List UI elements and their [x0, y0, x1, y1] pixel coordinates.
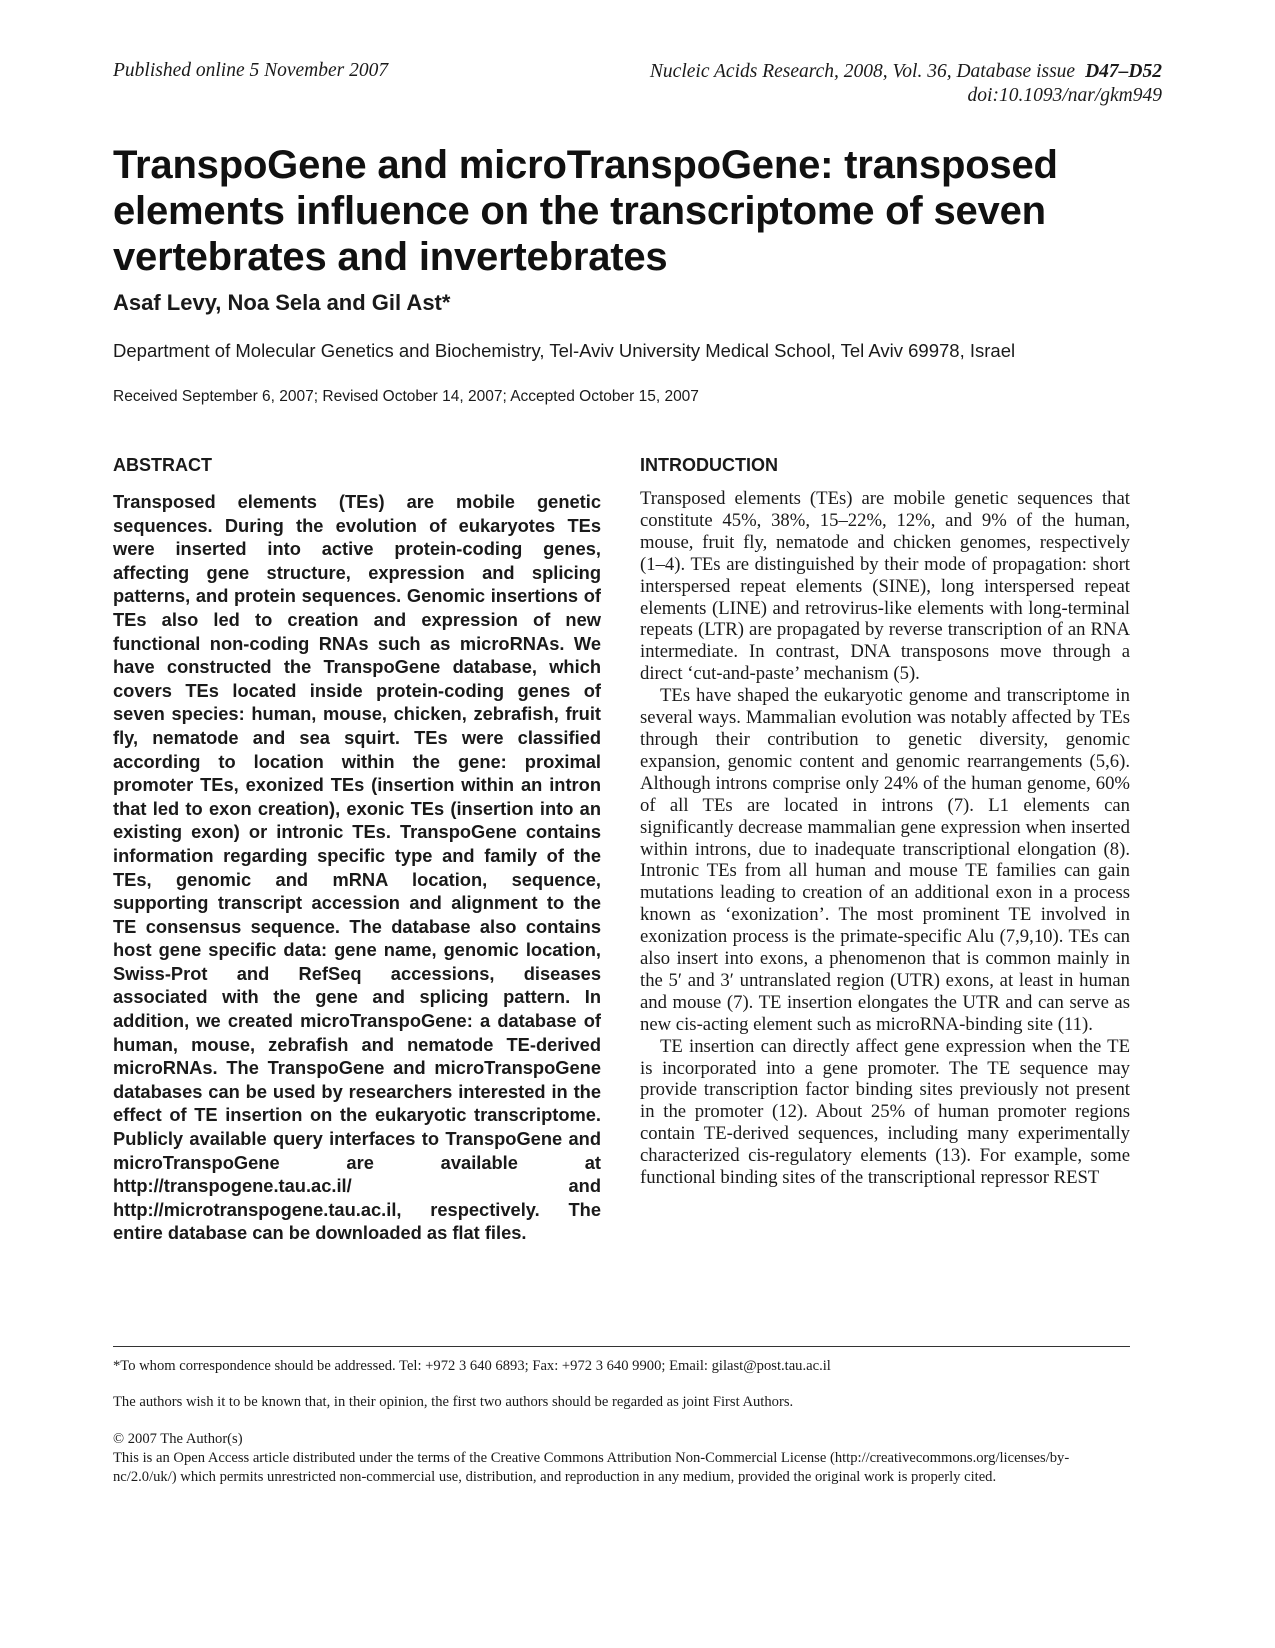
affiliation: Department of Molecular Genetics and Biochemistry, Tel-Aviv University Medical School, Tel Aviv 69978, Israel — [113, 340, 1016, 361]
received-dates: Received September 6, 2007; Revised October 14, 2007; Accepted October 15, 2007 — [113, 388, 699, 405]
journal-name: Nucleic Acids Research, 2008, Vol. 36, Database issue — [649, 61, 1076, 82]
introduction-section — [640, 455, 1130, 1189]
introduction-heading: INTRODUCTION — [640, 455, 778, 475]
intro-paragraph: TE insertion can directly affect gene expression when the TE is incorporated into a gene promoter. The TE sequence may provide transcription factor binding sites previously not present in the promoter (12). About 25% of human promoter regions contain TE-derived sequences, including many experimentally characterized cis-regulatory elements (13). For example, some functional binding sites of the transcriptional repressor REST — [640, 1035, 1130, 1189]
license-note: This is an Open Access article distributed under the terms of the Creative Commons Attribution Non-Commercial License (http://creativecommons.org/licenses/by-nc/2.0/uk/) which permits unrestricted non-commercial use, distribution, and reproduction in any medium, provided the original work is properly cited. — [113, 1450, 1070, 1485]
published-date: Published online 5 November 2007 — [113, 60, 389, 81]
joint-authors-note: The authors wish it to be known that, in their opinion, the first two authors should be regarded as joint First Authors. — [113, 1394, 794, 1410]
footnote-divider — [113, 1346, 1130, 1347]
article-title: TranspoGene and microTranspoGene: transposed elements influence on the transcriptome of seven vertebrates and invertebrates — [113, 143, 1058, 279]
intro-paragraph: Transposed elements (TEs) are mobile genetic sequences that constitute 45%, 38%, 15–22%, 12%, and 9% of the human, mouse, fruit fly, nematode and chicken genomes, respectively (1–4). TEs are distinguished by their mode of propagation: short interspersed repeat elements (SINE), long interspersed repeat elements (LINE) and retrovirus-like elements with long-terminal repeats (LTR) are propagated by reverse transcription of an RNA intermediate. In contrast, DNA transposons move through a direct ‘cut-and-paste’ mechanism (5). — [640, 488, 1130, 685]
doi[interactable]: doi:10.1093/nar/gkm949 — [967, 85, 1162, 106]
intro-paragraph: TEs have shaped the eukaryotic genome and transcriptome in several ways. Mammalian evolution was notably affected by TEs through their contribution to genetic diversity, genomic expansion, genomic content and genomic rearrangements (5,6). Although introns comprise only 24% of the human genome, 60% of all TEs are located in introns (7). L1 elements can significantly decrease mammalian gene expression when inserted within introns, due to inadequate transcriptional elongation (8). Intronic TEs from all human and mouse TE families can gain mutations leading to creation of an additional exon in a process known as ‘exonization’. The most prominent TE involved in exonization process is the primate-specific Alu (7,9,10). TEs can also insert into exons, a phenomenon that is common mainly in the 5′ and 3′ untranslated region (UTR) exons, at least in human and mouse (7). TE insertion elongates the UTR and can serve as new cis-acting element such as microRNA-binding site (11). — [640, 685, 1130, 1035]
license-block — [113, 1430, 1130, 1487]
page-range: D47–D52 — [1085, 61, 1162, 82]
correspondence-note: *To whom correspondence should be addressed. Tel: +972 3 640 6893; Fax: +972 3 640 9900; Email: gilast@post.tau.ac.il — [113, 1358, 831, 1374]
copyright-note: © 2007 The Author(s) — [113, 1431, 243, 1447]
journal-citation — [522, 60, 1162, 108]
authors: Asaf Levy, Noa Sela and Gil Ast* — [113, 290, 451, 315]
abstract-section — [113, 455, 601, 1245]
abstract-heading: ABSTRACT — [113, 455, 212, 475]
abstract-text: Transposed elements (TEs) are mobile genetic sequences. During the evolution of eukaryotes TEs were inserted into active protein-coding genes, affecting gene structure, expression and splicing patterns, and protein sequences. Genomic insertions of TEs also led to creation and expression of new functional non-coding RNAs such as microRNAs. We have constructed the TranspoGene database, which covers TEs located inside protein-coding genes of seven species: human, mouse, chicken, zebrafish, fruit fly, nematode and sea squirt. TEs were classified according to location within the gene: proximal promoter TEs, exonized TEs (insertion within an intron that led to exon creation), exonic TEs (insertion into an existing exon) or intronic TEs. TranspoGene contains information regarding specific type and family of the TEs, genomic and mRNA location, sequence, supporting transcript accession and alignment to the TE consensus sequence. The database also contains host gene specific data: gene name, genomic location, Swiss-Prot and RefSeq accessions, diseases associated with the gene and splicing pattern. In addition, we created microTranspoGene: a database of human, mouse, zebrafish and nematode TE-derived microRNAs. The TranspoGene and microTranspoGene databases can be used by researchers interested in the effect of TE insertion on the eukaryotic transcriptome. Publicly available query interfaces to TranspoGene and microTranspoGene are available at http://transpogene.tau.ac.il/ and http://microtranspogene.tau.ac.il, respectively. The entire database can be downloaded as flat files. — [113, 491, 601, 1244]
